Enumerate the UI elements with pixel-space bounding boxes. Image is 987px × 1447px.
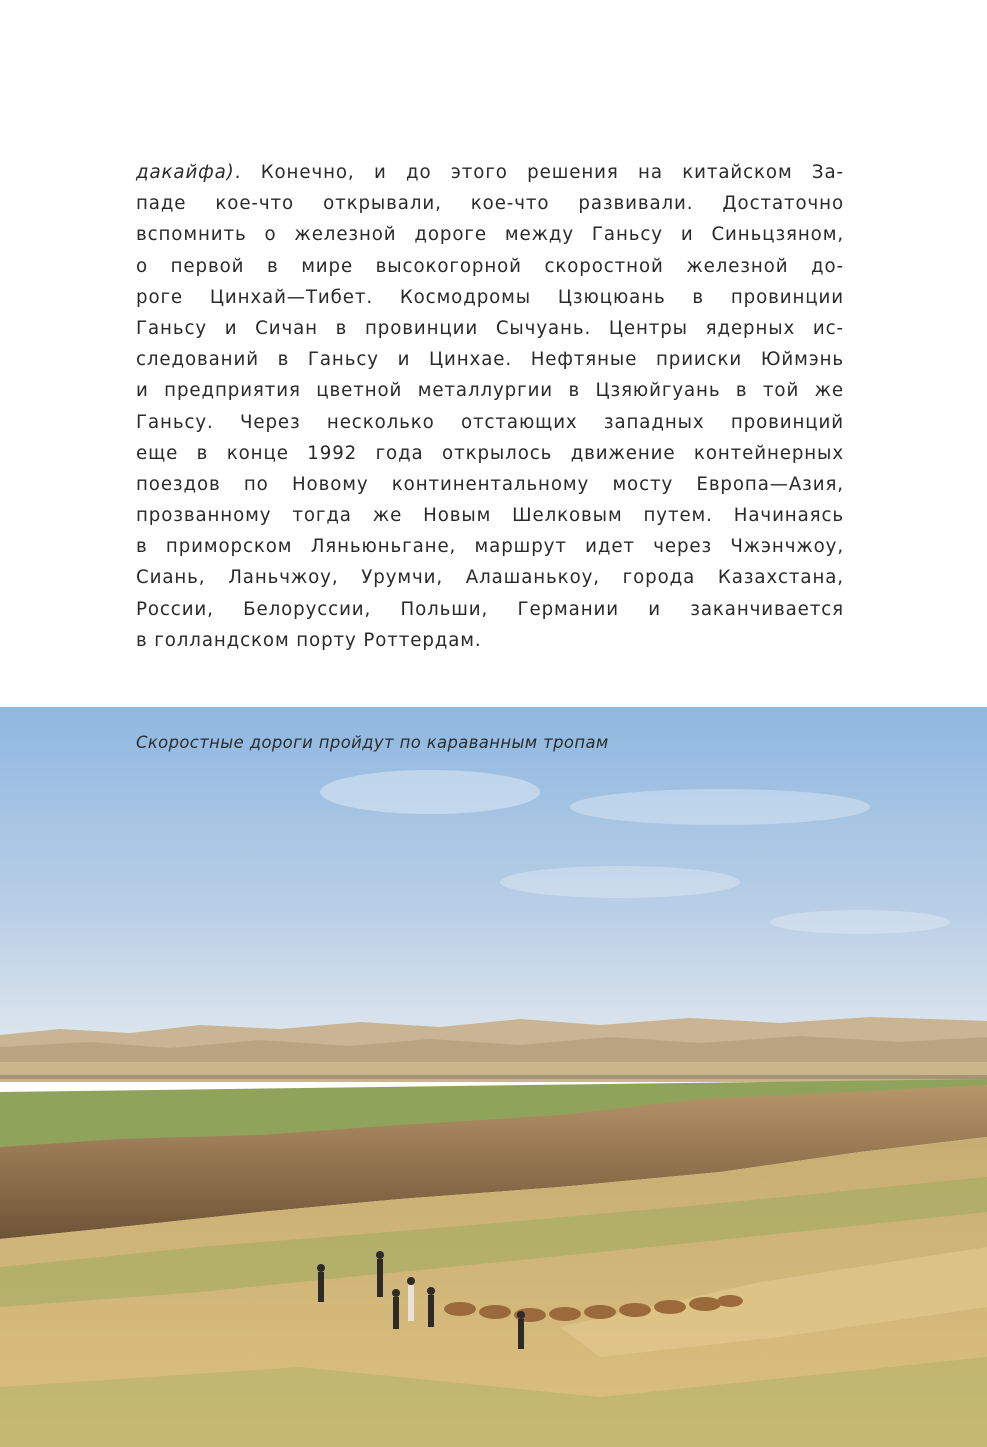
text-line: вспомнить о железной дороге между Ганьсу и Синьцзяном,	[136, 224, 844, 246]
person	[428, 1295, 434, 1327]
railway-line	[0, 1075, 987, 1079]
sky	[0, 707, 987, 1047]
text-line: дакайфа). Конечно, и до этого решения на китайском За-	[136, 162, 844, 183]
person	[427, 1287, 435, 1295]
text-line: в голландском порту Роттердам.	[136, 629, 482, 651]
person	[518, 1319, 524, 1349]
person	[317, 1264, 325, 1272]
person	[517, 1311, 525, 1319]
text-line: следований в Ганьсу и Цинхае. Нефтяные прииски Юймэнь	[136, 349, 844, 371]
text-line: и предприятия цветной металлургии в Цзяюйгуань в той же	[136, 380, 844, 402]
text-line: Ганьсу. Через несколько отстающих западных провинций	[136, 411, 844, 433]
photo-illustration	[0, 707, 987, 1447]
camel	[444, 1302, 476, 1316]
text-line: в приморском Ляньюньгане, маршрут идет через Чжэнчжоу,	[136, 536, 844, 558]
camel	[717, 1295, 743, 1307]
text-line: прозванному тогда же Новым Шелковым путем. Начинаясь	[136, 505, 844, 527]
camel	[584, 1305, 616, 1319]
person	[376, 1251, 384, 1259]
text-line: России, Белоруссии, Польши, Германии и заканчивается	[136, 598, 844, 620]
cloud	[320, 770, 540, 814]
text-line: роге Цинхай—Тибет. Космодромы Цзюцюань в провинции	[136, 286, 844, 308]
cloud	[500, 866, 740, 898]
italic-word: дакайфа)	[136, 162, 235, 183]
person	[318, 1272, 324, 1302]
text-line: Сиань, Ланьчжоу, Урумчи, Алашанькоу, города Казахстана,	[136, 567, 844, 589]
cloud	[570, 789, 870, 825]
camel	[619, 1303, 651, 1317]
camel	[654, 1300, 686, 1314]
photo-caption: Скоростные дороги пройдут по караванным тропам	[136, 733, 609, 752]
text-line: паде кое-что открывали, кое-что развивали. Достаточно	[136, 193, 844, 215]
cloud	[770, 910, 950, 934]
text-line: еще в конце 1992 года открылось движение контейнерных	[136, 442, 844, 464]
text-line: поездов по Новому континентальному мосту Европа—Азия,	[136, 473, 844, 495]
camel	[479, 1305, 511, 1319]
person	[392, 1289, 400, 1297]
camel	[549, 1307, 581, 1321]
body-text	[136, 157, 844, 656]
person	[408, 1285, 414, 1321]
person	[407, 1277, 415, 1285]
camel	[689, 1297, 721, 1311]
text-line: о первой в мире высокогорной скоростной железной до-	[136, 255, 844, 277]
person	[393, 1297, 399, 1329]
person	[377, 1259, 383, 1297]
text-line: Ганьсу и Сичан в провинции Сычуань. Центры ядерных ис-	[136, 317, 844, 339]
landscape-photo	[0, 707, 987, 1447]
